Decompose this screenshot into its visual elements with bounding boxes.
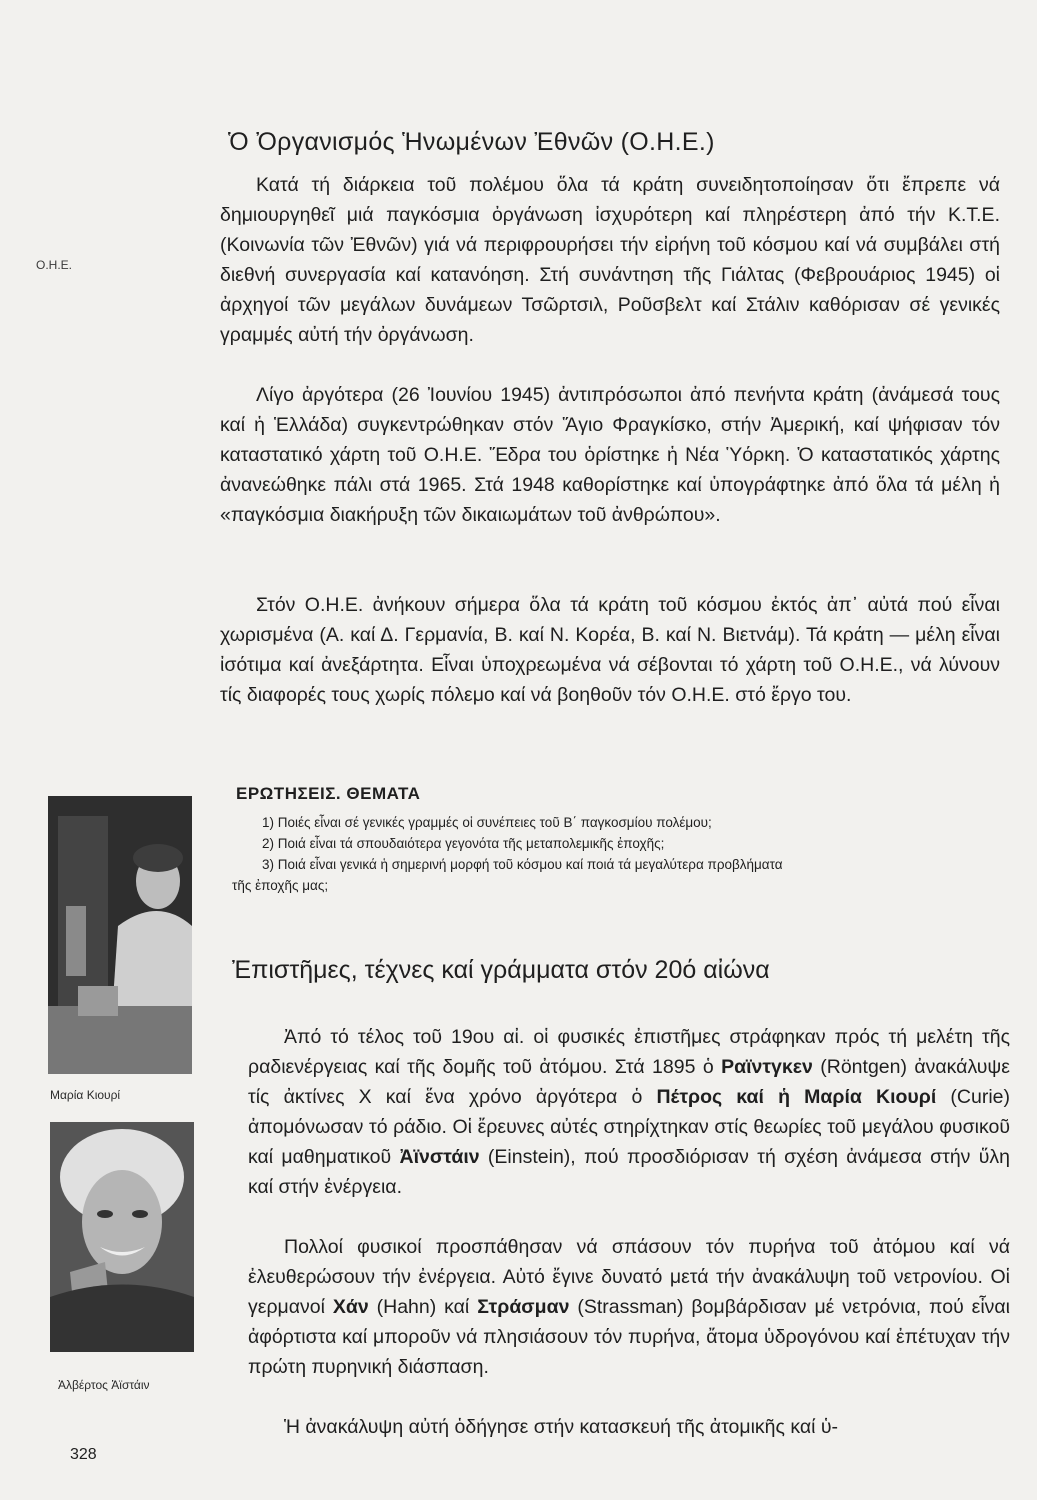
paragraph: Στόν Ο.Η.Ε. ἀνήκουν σήμερα ὅλα τά κράτη τοῦ κόσμου ἐκτός ἀπ᾽ αὐτά πού εἶναι χωρισμένα (Α. καί Δ. Γερμανία, Β. καί Ν. Κορέα, Β. καί Ν. Βιετνάμ). Τά κράτη — μέλη εἶναι ἰσότιμα καί ἀνεξάρτητα. Εἶναι ὑποχρεωμένα νά σέβονται τό χάρτη τοῦ Ο.Η.Ε., νά λύνουν τίς διαφορές τους χωρίς πόλεμο καί νά βοηθοῦν τόν Ο.Η.Ε. στό ἔργο του. — [220, 594, 1000, 706]
paragraph: Ἀπό τό τέλος τοῦ 19ου αἰ. οἱ φυσικές ἐπιστῆμες στράφηκαν πρός τή μελέτη τῆς ραδιενέργειας καί τῆς δομῆς τοῦ ἀτόμου. Στά 1895 ὁ Ραϊντγκεν (Röntgen) ἀνακάλυψε τίς ἀκτίνες Χ καί ἕνα χρόνο ἀργότερα ὁ Πέτρος καί ἡ Μαρία Κιουρί (Curie) ἀπομόνωσαν τό ράδιο. Οἱ ἔρευνες αὐτές στηρίχτηκαν στίς θεωρίες τοῦ μεγάλου φυσικοῦ καί μαθηματικοῦ Ἀϊνστάιν (Einstein), πού προσδιόρισαν τή σχέση ἀνάμεσα στήν ὕλη καί στήν ἐνέργεια. — [248, 1026, 1011, 1198]
questions-heading: ΕΡΩΤΗΣΕΙΣ. ΘΕΜΑΤΑ — [236, 784, 421, 803]
photo-einstein — [50, 1122, 194, 1352]
question-item: 3) Ποιά εἶναι γενικά ἡ σημερινή μορφή τοῦ κόσμου καί ποιά τά μεγαλύτερα προβλήματα — [262, 857, 783, 872]
photo-marie-curie — [48, 796, 192, 1074]
photo-caption: Ἀλβέρτος Ἀϊστάιν — [58, 1378, 150, 1392]
section-title-uno: Ὁ Ὀργανισμός Ἡνωμένων Ἐθνῶν (Ο.Η.Ε.) — [228, 128, 715, 156]
margin-label: Ο.Η.Ε. — [36, 258, 73, 272]
section-title-science: Ἐπιστῆμες, τέχνες καί γράμματα στόν 20ό αἰώνα — [232, 956, 770, 984]
question-item-continuation: τῆς ἐποχῆς μας; — [232, 878, 329, 893]
photo-marie-curie-image — [48, 796, 192, 1074]
question-item: 1) Ποιές εἶναι σέ γενικές γραμμές οἱ συνέπειες τοῦ Β΄ παγκοσμίου πολέμου; — [262, 815, 712, 830]
photo-einstein-image — [50, 1122, 194, 1352]
question-item: 2) Ποιά εἶναι τά σπουδαιότερα γεγονότα τῆς μεταπολεμικῆς ἐποχῆς; — [262, 836, 665, 851]
questions-list — [232, 812, 992, 896]
photo-caption: Μαρία Κιουρί — [50, 1088, 121, 1102]
paragraph: Κατά τή διάρκεια τοῦ πολέμου ὅλα τά κράτη συνειδητοποίησαν ὅτι ἔπρεπε νά δημιουργηθεῖ μιά παγκόσμια ὀργάνωση ἰσχυρότερη καί πληρέστερη ἀπό τήν Κ.Τ.Ε. (Κοινωνία τῶν Ἐθνῶν) γιά νά περιφρουρήσει τήν εἰρήνη τοῦ κόσμου καί νά συμβάλει στή διεθνή συνεργασία καί κατανόηση. Στή συνάντηση τῆς Γιάλτας (Φεβρουάριος 1945) οἱ ἀρχηγοί τῶν μεγάλων δυνάμεων Τσῶρτσιλ, Ροῦσβελτ καί Στάλιν καθόρισαν σέ γενικές γραμμές αὐτή τήν ὀργάνωση. — [220, 174, 1000, 346]
page-number: 328 — [70, 1446, 97, 1463]
paragraph: Λίγο ἀργότερα (26 Ἰουνίου 1945) ἀντιπρόσωποι ἀπό πενήντα κράτη (ἀνάμεσά τους καί ἡ Ἑλλάδα) συγκεντρώθηκαν στόν Ἅγιο Φραγκίσκο, στήν Ἀμερική, καί ψήφισαν τόν καταστατικό χάρτη τοῦ Ο.Η.Ε. Ἕδρα του ὁρίστηκε ἡ Νέα Ὑόρκη. Ὁ καταστατικός χάρτης ἀνανεώθηκε πάλι στά 1965. Στά 1948 καθορίστηκε καί ὑπογράφτηκε ἀπό ὅλα τά μέλη ἡ «παγκόσμια διακήρυξη τῶν δικαιωμάτων τοῦ ἀνθρώπου». — [220, 384, 1000, 526]
paragraph: Ἡ ἀνακάλυψη αὐτή ὁδήγησε στήν κατασκευή τῆς ἀτομικῆς καί ὑ- — [284, 1416, 839, 1438]
paragraph: Πολλοί φυσικοί προσπάθησαν νά σπάσουν τόν πυρήνα τοῦ ἀτόμου καί νά ἐλευθερώσουν τήν ἐνέργεια. Αὐτό ἔγινε δυνατό μετά τήν ἀνακάλυψη τοῦ νετρονίου. Οἱ γερμανοί Χάν (Hahn) καί Στράσμαν (Strassman) βομβάρδισαν μέ νετρόνια, πού εἶναι ἀφόρτιστα καί μποροῦν νά πλησιάσουν τόν πυρήνα, ἄτομα ὑδρογόνου καί ἐπέτυχαν τήν πρώτη πυρηνική διάσπαση. — [248, 1236, 1011, 1378]
